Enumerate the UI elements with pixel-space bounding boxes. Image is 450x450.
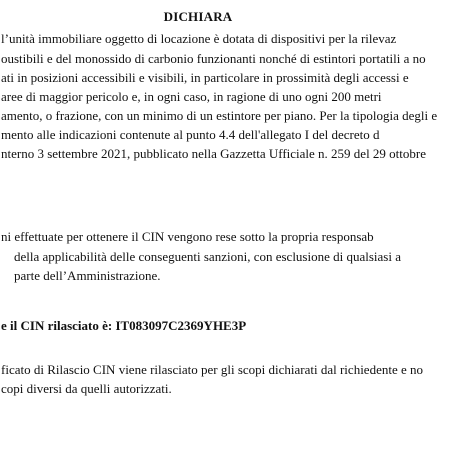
paragraph-1-line-4: aree di maggior pericolo e, in ogni caso, in ragione di uno ogni 200 metri (1, 89, 382, 104)
paragraph-3-line-1: ficato di Rilascio CIN viene rilasciato per gli scopi dichiarati dal richiedente e no (1, 362, 423, 377)
paragraph-2-line-1: ni effettuate per ottenere il CIN vengono rese sotto la propria responsab (1, 229, 374, 244)
paragraph-1-line-2: oustibili e del monossido di carbonio funzionanti nonché di estintori portatili a no (1, 51, 426, 66)
paragraph-1-line-7: nterno 3 settembre 2021, pubblicato nella Gazzetta Ufficiale n. 259 del 29 ottobre (1, 146, 427, 161)
paragraph-1-line-5: amento, o frazione, con un minimo di un estintore per piano. Per la tipologia degli e (1, 108, 438, 123)
paragraph-1-line-6: mento alle indicazioni contenute al punto 4.4 dell'allegato I del decreto d (1, 127, 380, 142)
document-heading: DICHIARA (163, 9, 233, 24)
paragraph-2-line-3: parte dell’Amministrazione. (14, 268, 161, 283)
cin-code-line: e il CIN rilasciato è: IT083097C2369YHE3P (1, 318, 247, 333)
paragraph-1-line-3: ati in posizioni accessibili e visibili, in particolare in prossimità degli accessi e (1, 70, 409, 85)
paragraph-2-line-2: della applicabilità delle conseguenti sanzioni, con esclusione di qualsiasi a (14, 249, 401, 264)
paragraph-1-line-1: l’unità immobiliare oggetto di locazione è dotata di dispositivi per la rilevaz (1, 31, 397, 46)
paragraph-3-line-2: copi diversi da quelli autorizzati. (1, 381, 172, 396)
